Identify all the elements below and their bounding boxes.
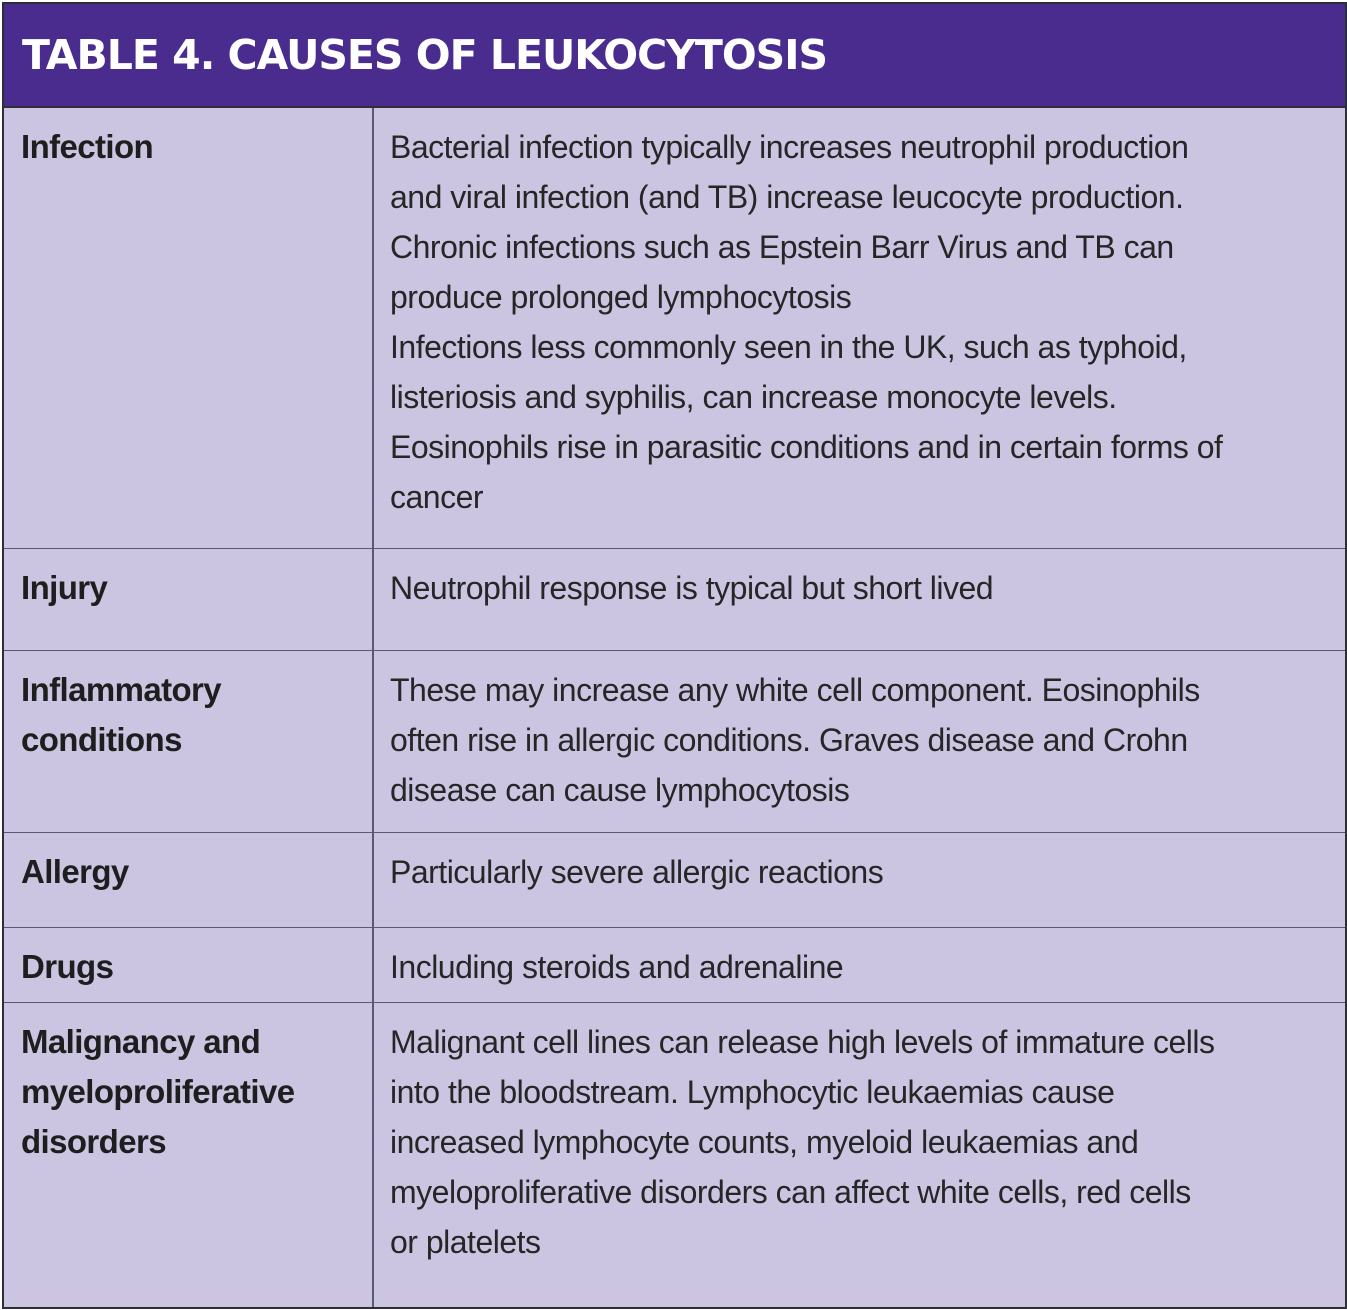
- table-row: [4, 548, 1345, 650]
- description-line: and viral infection (and TB) increase leucocyte production.: [390, 179, 1184, 215]
- description-line: cancer: [390, 479, 484, 515]
- row-label: Allergy: [21, 853, 129, 890]
- row-description: [390, 1017, 1335, 1267]
- table-row: [4, 650, 1345, 832]
- description-line: Infections less commonly seen in the UK, such as typhoid,: [390, 329, 1187, 365]
- description-line: Bacterial infection typically increases neutrophil production: [390, 129, 1189, 165]
- row-label: Inflammatory conditions: [21, 671, 222, 758]
- description-line: These may increase any white cell component. Eosinophils: [390, 672, 1200, 708]
- row-label: Injury: [21, 569, 108, 606]
- description-line: myeloproliferative disorders can affect white cells, red cells: [390, 1174, 1191, 1210]
- description-line: disease can cause lymphocytosis: [390, 772, 850, 808]
- row-description: [390, 847, 1335, 897]
- description-line: often rise in allergic conditions. Graves disease and Crohn: [390, 722, 1188, 758]
- table-title: TABLE 4. CAUSES OF LEUKOCYTOSIS: [22, 31, 827, 79]
- description-line: Neutrophil response is typical but short lived: [390, 570, 994, 606]
- row-description: [390, 122, 1335, 522]
- description-line: listeriosis and syphilis, can increase monocyte levels.: [390, 379, 1117, 415]
- table-row: [4, 927, 1345, 1002]
- description-line: into the bloodstream. Lymphocytic leukaemias cause: [390, 1074, 1115, 1110]
- description-line: or platelets: [390, 1224, 541, 1260]
- table-row: [4, 832, 1345, 927]
- row-description: [390, 942, 1335, 992]
- table-header: [4, 4, 1345, 108]
- causes-table: [2, 2, 1347, 1309]
- table-row: [4, 1002, 1345, 1307]
- row-label: Drugs: [21, 948, 114, 985]
- row-description: [390, 665, 1335, 815]
- description-line: increased lymphocyte counts, myeloid leukaemias and: [390, 1124, 1139, 1160]
- row-label: Malignancy and myeloproliferative disorders: [21, 1023, 295, 1160]
- description-line: produce prolonged lymphocytosis: [390, 279, 852, 315]
- row-label: Infection: [21, 128, 154, 165]
- description-line: Malignant cell lines can release high levels of immature cells: [390, 1024, 1215, 1060]
- row-description: [390, 563, 1335, 613]
- description-line: Including steroids and adrenaline: [390, 949, 844, 985]
- description-line: Eosinophils rise in parasitic conditions and in certain forms of: [390, 429, 1223, 465]
- description-line: Chronic infections such as Epstein Barr Virus and TB can: [390, 229, 1174, 265]
- table-row: [4, 108, 1345, 548]
- description-line: Particularly severe allergic reactions: [390, 854, 884, 890]
